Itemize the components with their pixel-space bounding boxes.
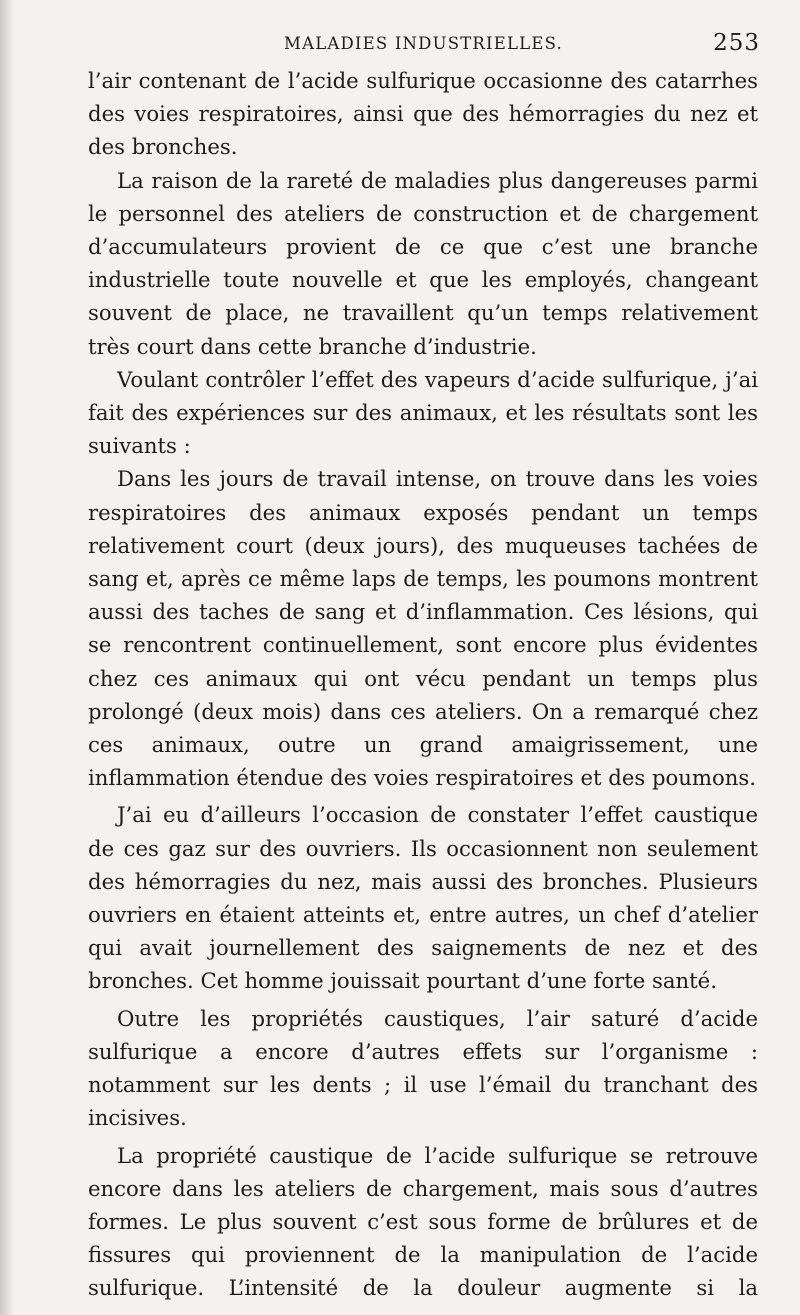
paragraph: Outre les propriétés caustiques, l’air saturé d’acide sulfurique a encore d’autres effets sur l’organisme : notamment sur les dents ; il use l’émail du tranchant des incisives.	[88, 1005, 758, 1131]
page-number: 253	[713, 30, 760, 56]
body-text	[88, 64, 758, 1305]
paragraph: La raison de la rareté de maladies plus dangereuses parmi le personnel des ateliers de construction et de chargement d’accumulateurs provient de ce que c’est une branche industrielle toute nouvelle et que les employés, changeant souvent de place, ne travaillent qu’un temps relativement très court dans cette branche d’industrie.	[88, 167, 758, 359]
running-title: MALADIES INDUSTRIELLES.	[284, 34, 563, 53]
paragraph: J’ai eu d’ailleurs l’occasion de constater l’effet caustique de ces gaz sur des ouvriers. Ils occasionnent non seulement des hémorragies du nez, mais aussi des bronches. Plusieurs ouvriers en étaient atteints et, entre autres, un chef d’atelier qui avait journellement des saignements de nez et des bronches. Cet homme jouissait pourtant d’une forte santé.	[88, 802, 758, 994]
paragraph: l’air contenant de l’acide sulfurique occasionne des catarrhes des voies respiratoires, ainsi que des hémorragies du nez et des bronches.	[88, 68, 758, 160]
paragraph: Voulant contrôler l’effet des vapeurs d’acide sulfurique, j’ai fait des expériences sur des animaux, et les résultats sont les suivants :	[88, 366, 758, 459]
running-header	[88, 30, 758, 58]
paragraph: La propriété caustique de l’acide sulfurique se retrouve encore dans les ateliers de chargement, mais sous d’autres formes. Le plus souvent c’est sous forme de brûlures et de fissures qui proviennent de la manipulation de l’acide sulfurique. L’intensité de la douleur augmente si la	[88, 1142, 758, 1301]
paragraph: Dans les jours de travail intense, on trouve dans les voies respiratoires des animaux exposés pendant un temps relativement court (deux jours), des muqueuses tachées de sang et, après ce même laps de temps, les poumons montrent aussi des taches de sang et d’inflammation. Ces lésions, qui se rencontrent continuellement, sont encore plus évidentes chez ces animaux qui ont vécu pendant un temps plus prolongé (deux mois) dans ces ateliers. On a remarqué chez ces animaux, outre un grand amaigrissement, une inflammation étendue des voies respiratoires et des poumons.	[88, 466, 758, 791]
